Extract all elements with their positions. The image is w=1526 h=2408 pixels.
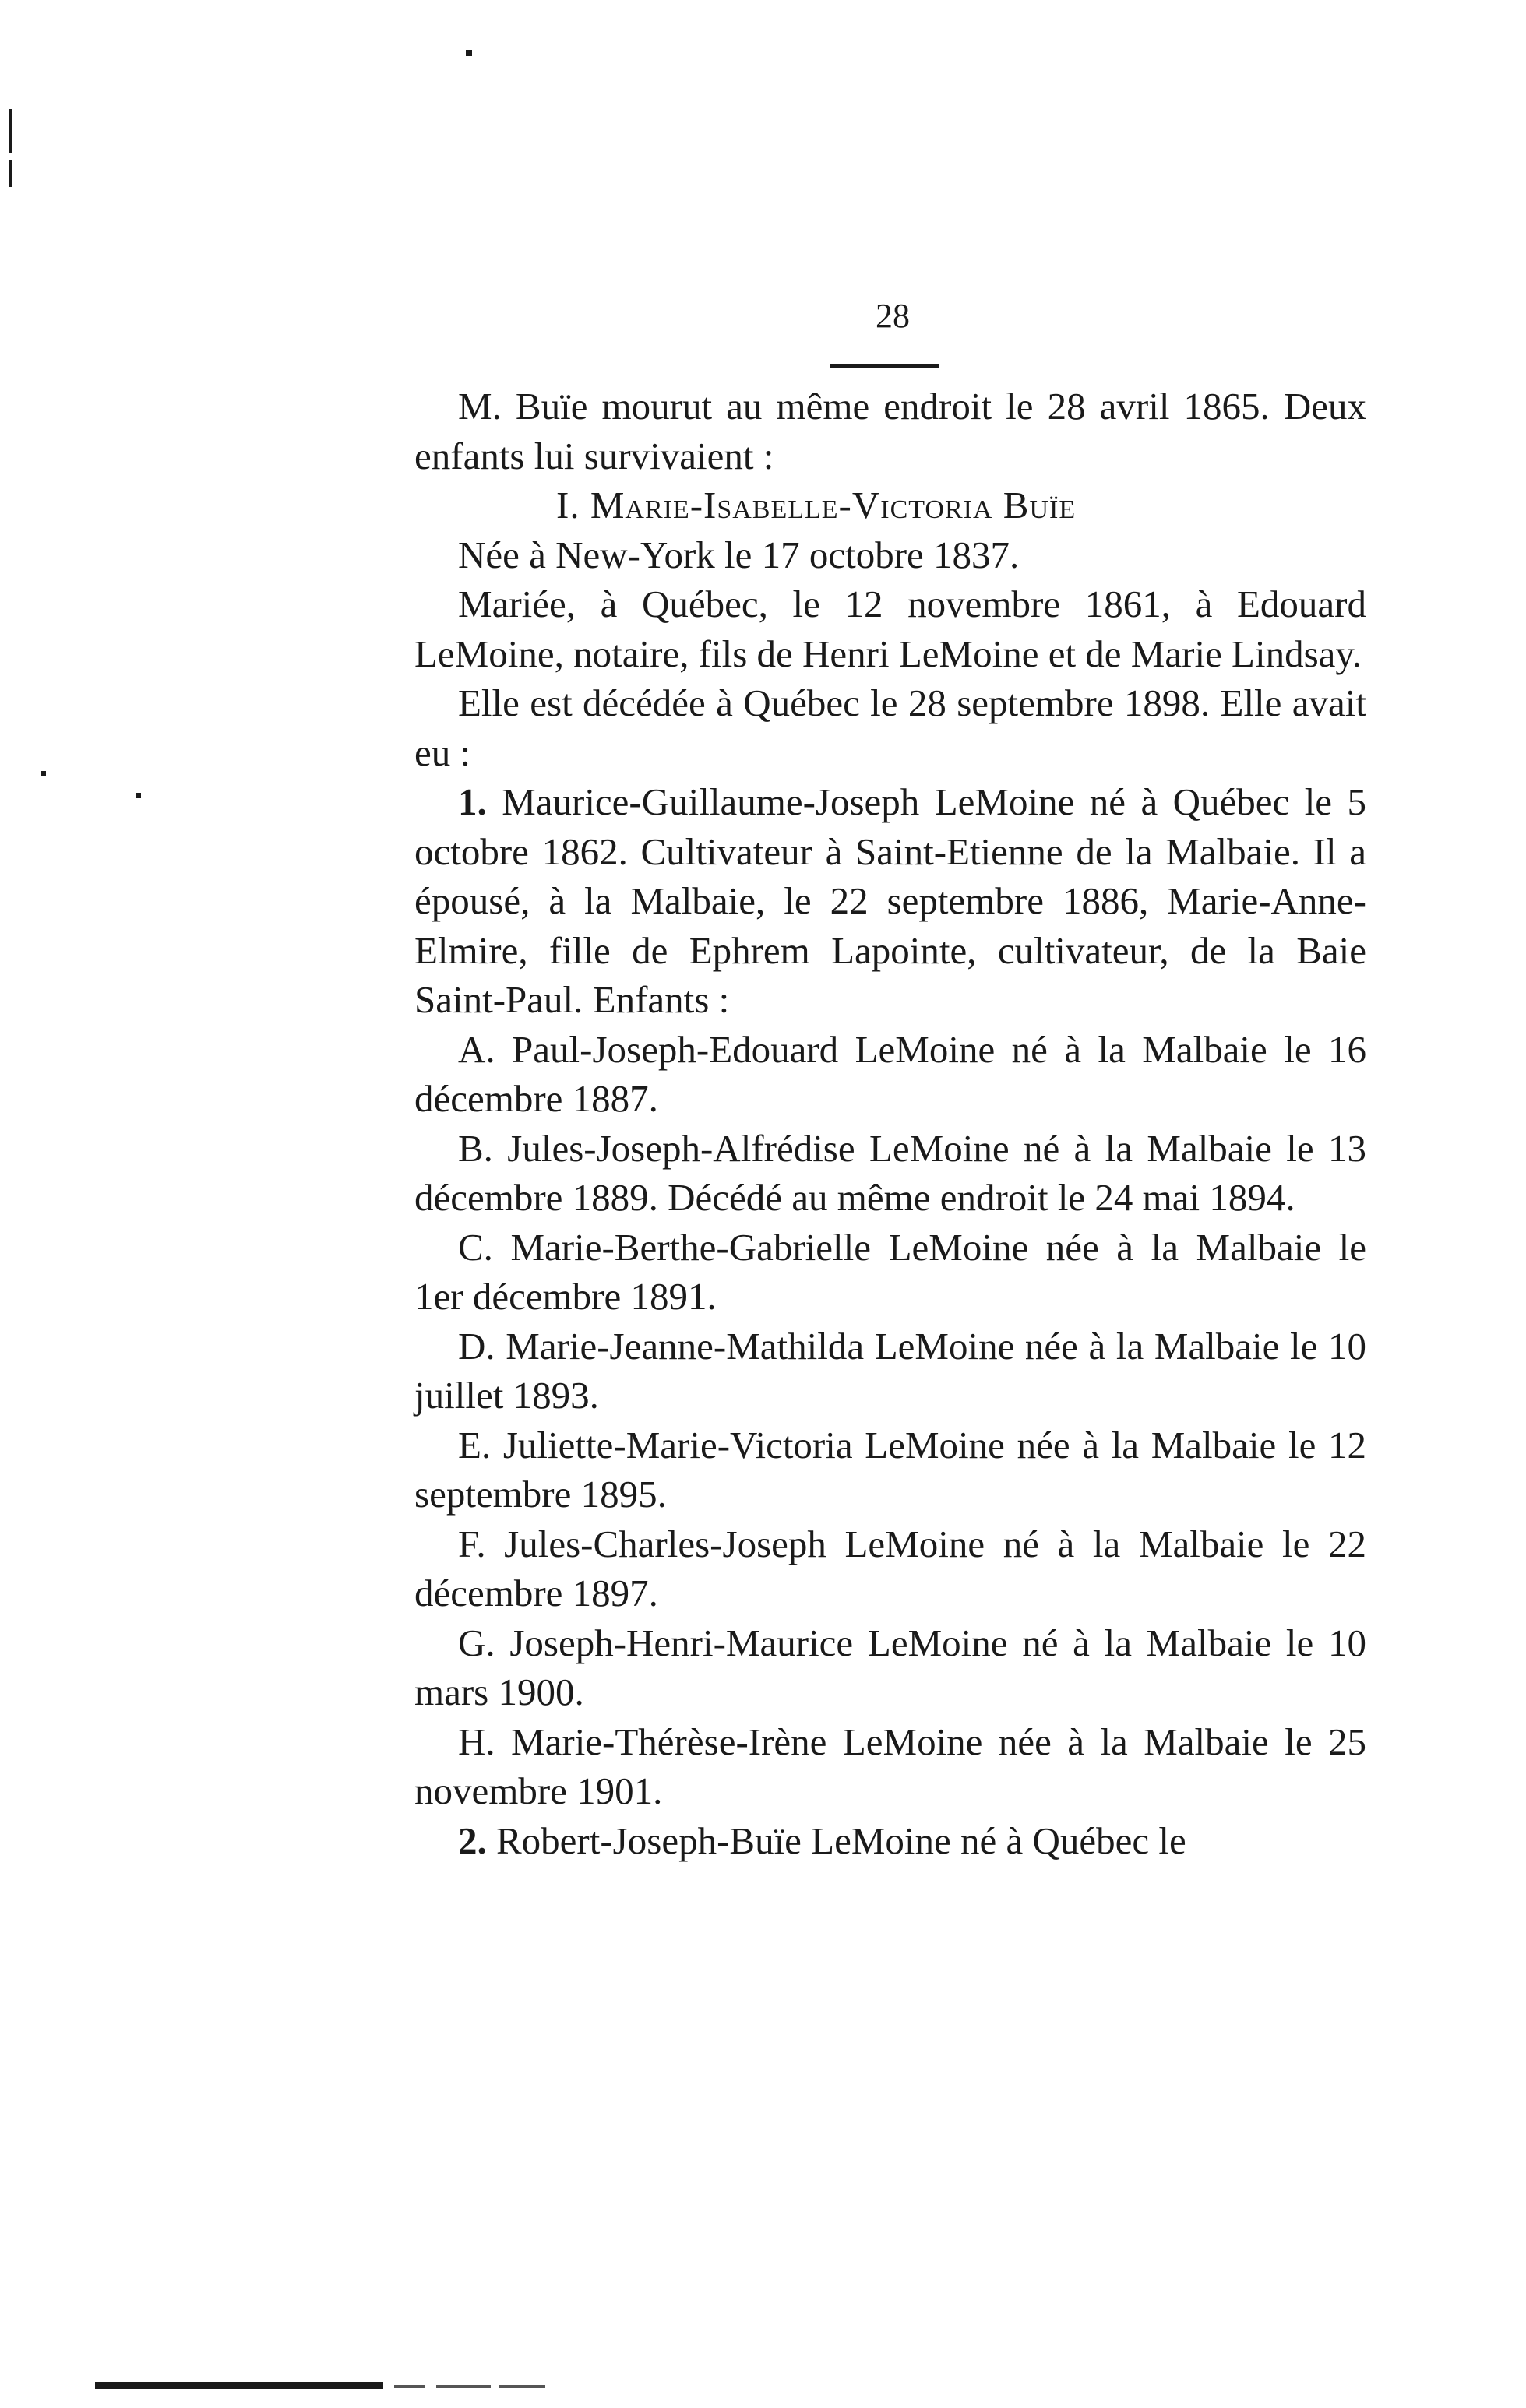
header-rule (830, 364, 939, 368)
scan-edge-dash (499, 2385, 545, 2388)
scan-edge-dash (436, 2385, 491, 2388)
body-text (414, 382, 1366, 1865)
entry-text: Maurice-Guillaume-Joseph LeMoine né à Québec le 5 octobre 1862. Cultivateur à Saint-Etienne de la Malbaie. Il a épousé, à la Malbaie, le 22 septembre 1886, Marie-Anne-Elmire, fille de Ephrem Lapointe, cultivateur, de la Baie Saint-Paul. Enfants : (414, 780, 1366, 1021)
entry-number: 1. (458, 780, 487, 823)
scan-mark-side-2 (136, 793, 141, 798)
entry-text: Robert-Joseph-Buïe LeMoine né à Québec le (496, 1818, 1186, 1862)
scan-edge-bar (95, 2382, 383, 2389)
paragraph: M. Buïe mourut au même endroit le 28 avril 1865. Deux enfants lui survivaient : (414, 385, 1366, 477)
scan-mark-side-1 (41, 771, 46, 776)
scan-edge-dash (394, 2385, 425, 2388)
child-entry: A. Paul-Joseph-Edouard LeMoine né à la Malbaie le 16 décembre 1887. (414, 1027, 1366, 1120)
scan-edge-dash (464, 2385, 480, 2388)
scan-mark-left-1 (9, 109, 12, 153)
child-entry: C. Marie-Berthe-Gabrielle LeMoine née à la Malbaie le 1er décembre 1891. (414, 1225, 1366, 1318)
scan-mark-left-2 (9, 160, 12, 187)
entry-number: 2. (458, 1818, 487, 1862)
child-entry: F. Jules-Charles-Joseph LeMoine né à la Malbaie le 22 décembre 1897. (414, 1522, 1366, 1614)
paragraph: Mariée, à Québec, le 12 novembre 1861, à Edouard LeMoine, notaire, fils de Henri LeMoine et de Marie Lindsay. (414, 583, 1366, 675)
scan-mark-top (466, 50, 472, 56)
numbered-entry (414, 777, 1366, 1025)
child-entry: E. Juliette-Marie-Victoria LeMoine née à la Malbaie le 12 septembre 1895. (414, 1423, 1366, 1516)
child-entry: H. Marie-Thérèse-Irène LeMoine née à la Malbaie le 25 novembre 1901. (414, 1720, 1366, 1812)
child-entry: D. Marie-Jeanne-Mathilda LeMoine née à la Malbaie le 10 juillet 1893. (414, 1324, 1366, 1417)
section-heading: I. Marie-Isabelle-Victoria Buïe (556, 484, 1077, 526)
child-entry: B. Jules-Joseph-Alfrédise LeMoine né à la Malbaie le 13 décembre 1889. Décédé au même endroit le 24 mai 1894. (414, 1126, 1366, 1219)
paragraph: Née à New-York le 17 octobre 1837. (458, 533, 1020, 576)
paragraph: Elle est décédée à Québec le 28 septembre 1898. Elle avait eu : (414, 681, 1366, 774)
child-entry: G. Joseph-Henri-Maurice LeMoine né à la Malbaie le 10 mars 1900. (414, 1621, 1366, 1713)
numbered-entry (414, 1816, 1366, 1866)
page-number: 28 (876, 297, 910, 335)
